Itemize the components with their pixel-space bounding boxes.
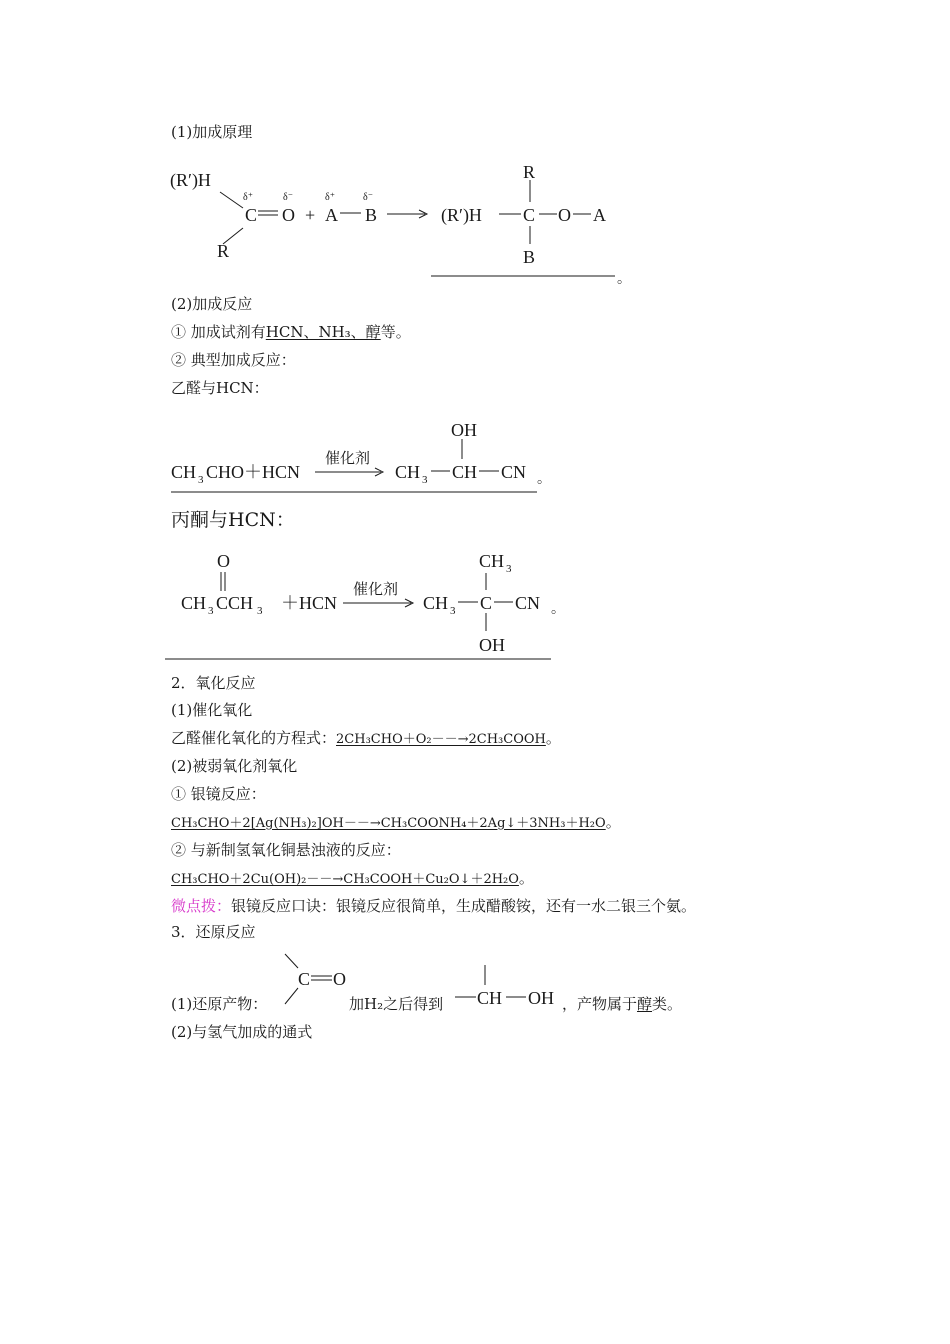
cat-ox-prefix: 乙醛催化氧化的方程式： [171, 729, 337, 747]
svg-text:3: 3 [198, 474, 204, 486]
svg-text:CN: CN [515, 593, 541, 613]
tip-line [171, 896, 696, 916]
svg-text:OH: OH [451, 420, 477, 440]
svg-text:CH: CH [181, 593, 207, 613]
svg-text:OH: OH [528, 988, 554, 1008]
svg-text:O: O [217, 551, 230, 571]
svg-text:3: 3 [257, 605, 263, 617]
acetone-hcn-title: 丙酮与HCN： [171, 509, 295, 531]
reduction-mid-text: 加H₂之后得到 [349, 995, 444, 1013]
svg-text:B: B [523, 247, 536, 267]
reduction-suffix-line [562, 994, 682, 1014]
svg-text:CH: CH [171, 462, 197, 482]
addition-principle-diagram [165, 160, 635, 285]
diagram-period: 。 [617, 272, 631, 285]
silver-mirror-line [171, 812, 621, 834]
typical-addition-title: ② 典型加成反应： [171, 351, 296, 369]
svg-text:C: C [245, 205, 258, 225]
oxidation-title: 2．氧化反应 [171, 674, 256, 692]
svg-text:A: A [325, 205, 338, 225]
svg-text:3: 3 [506, 563, 512, 575]
copper-hydroxide-equation: CH₃CHO＋2Cu(OH)₂－－→CH₃COOH＋Cu₂O↓＋2H₂O [171, 872, 519, 887]
tip-text: 银镜反应口诀：银镜反应很简单，生成醋酸铵，还有一水二银三个氨。 [231, 897, 697, 915]
reduction-suffix-b: 类。 [652, 995, 683, 1013]
acetaldehyde-hcn-title: 乙醛与HCN： [171, 379, 269, 397]
svg-text:CH: CH [423, 593, 449, 613]
acetaldehyde-hcn-equation [165, 415, 585, 500]
svg-text:δ⁺: δ⁺ [243, 192, 253, 203]
reagents-prefix: ① 加成试剂有 [171, 323, 266, 341]
weak-oxidation-title: (2)被弱氧化剂氧化 [171, 757, 298, 775]
silver-suffix: 。 [605, 813, 621, 831]
svg-text:CH: CH [452, 462, 478, 482]
tip-label: 微点拨： [171, 897, 232, 915]
copper-suffix: 。 [518, 869, 534, 887]
svg-text:CH: CH [479, 551, 505, 571]
eq2-period: 。 [551, 602, 565, 617]
reduction-answer: 醇 [637, 995, 653, 1013]
svg-text:(R′)H: (R′)H [170, 170, 211, 190]
svg-text:+: + [305, 205, 316, 225]
svg-text:C: C [298, 969, 311, 989]
carbonyl-structure [282, 952, 352, 1010]
reduction-suffix-a: ，产物属于 [562, 995, 638, 1013]
svg-text:R: R [523, 162, 536, 182]
catalyst-label-1: 催化剂 [325, 451, 371, 467]
svg-text:CH: CH [395, 462, 421, 482]
svg-text:δ⁻: δ⁻ [363, 192, 373, 203]
catalytic-oxidation-line [171, 728, 561, 750]
catalyst-label-2: 催化剂 [353, 582, 399, 598]
svg-text:δ⁺: δ⁺ [325, 192, 335, 203]
svg-text:C: C [480, 593, 493, 613]
acetone-hcn-equation [165, 545, 585, 665]
svg-text:CH: CH [477, 988, 503, 1008]
cat-ox-suffix: 。 [545, 729, 561, 747]
catalytic-oxidation-title: (1)催化氧化 [171, 701, 253, 719]
svg-text:3: 3 [208, 605, 214, 617]
svg-text:CCH: CCH [216, 593, 254, 613]
svg-text:3: 3 [450, 605, 456, 617]
svg-text:CHO＋HCN: CHO＋HCN [206, 462, 301, 482]
svg-text:OH: OH [479, 635, 505, 655]
alcohol-structure [454, 963, 564, 1011]
addition-reagents-line [171, 322, 411, 342]
svg-text:B: B [365, 205, 378, 225]
svg-text:O: O [558, 205, 571, 225]
copper-hydroxide-title: ② 与新制氢氧化铜悬浊液的反应： [171, 841, 401, 859]
eq1-period: 。 [537, 472, 551, 487]
silver-mirror-equation: CH₃CHO＋2[Ag(NH₃)₂]OH－－→CH₃COONH₄＋2Ag↓＋3NH₃＋H₂O [171, 816, 606, 831]
svg-text:R: R [217, 241, 230, 261]
reduction-title: 3．还原反应 [171, 923, 256, 941]
copper-hydroxide-line [171, 868, 534, 890]
addition-principle-title: (1)加成原理 [171, 123, 253, 141]
reagents-suffix: 等。 [380, 323, 411, 341]
addition-reaction-title: (2)加成反应 [171, 295, 253, 313]
reduction-product-prefix: (1)还原产物： [171, 995, 268, 1013]
svg-text:O: O [333, 969, 346, 989]
reagents-answer: HCN、NH₃、醇 [265, 323, 381, 341]
hydrogen-addition-title: (2)与氢气加成的通式 [171, 1023, 313, 1041]
svg-text:O: O [282, 205, 295, 225]
svg-text:δ⁻: δ⁻ [283, 192, 293, 203]
cat-ox-equation: 2CH₃CHO＋O₂－－→2CH₃COOH [336, 732, 546, 747]
silver-mirror-title: ① 银镜反应： [171, 785, 266, 803]
svg-text:＋HCN: ＋HCN [281, 593, 338, 613]
svg-text:(R′)H: (R′)H [441, 205, 482, 225]
svg-text:CN: CN [501, 462, 527, 482]
svg-text:A: A [593, 205, 606, 225]
svg-text:3: 3 [422, 474, 428, 486]
svg-text:C: C [523, 205, 536, 225]
